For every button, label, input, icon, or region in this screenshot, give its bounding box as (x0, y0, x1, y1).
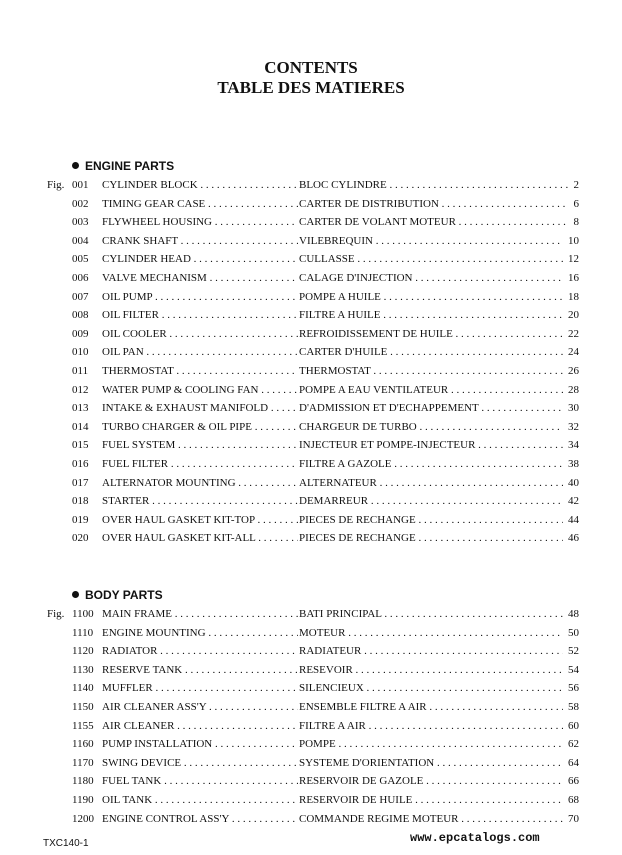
toc-page: 30 (563, 401, 579, 415)
toc-row (0, 812, 622, 830)
toc-row (0, 626, 622, 644)
toc-page: 2 (568, 178, 579, 192)
toc-page: 16 (563, 271, 579, 285)
toc-en: OVER HAUL GASKET KIT-TOP . . . (102, 513, 298, 527)
toc-fr: D'ADMISSION ET D'ECHAPPEMENT . . . (299, 401, 573, 415)
toc-page: 8 (568, 215, 579, 229)
toc-code: 009 (72, 327, 89, 340)
toc-row (0, 234, 622, 252)
toc-fr: RESEVOIR . . . (299, 663, 573, 677)
toc-page: 58 (563, 700, 579, 714)
toc-code: 008 (72, 309, 89, 322)
toc-en: CRANK SHAFT . . . (102, 234, 298, 248)
toc-row (0, 531, 622, 549)
toc-en: OIL COOLER . . . (102, 327, 298, 341)
toc-page: 40 (563, 476, 579, 490)
toc-fr: VILEBREQUIN . . . (299, 234, 573, 248)
toc-row (0, 513, 622, 531)
toc-code: 1150 (72, 701, 94, 713)
toc-en: ENGINE CONTROL ASS'Y . . . (102, 812, 298, 826)
toc-row (0, 774, 622, 792)
toc-en: FUEL FILTER . . . (102, 457, 298, 471)
toc-en: CYLINDER BLOCK . . . (102, 178, 298, 192)
toc-code: 1110 (72, 626, 94, 639)
toc-fr: CULLASSE . . . (299, 252, 573, 266)
toc-row (0, 383, 622, 401)
bullet-icon (72, 591, 79, 598)
toc-page: 34 (563, 438, 579, 452)
toc-fr: DEMARREUR . . . (299, 494, 573, 508)
toc-fr: SYSTEME D'ORIENTATION . . . (299, 756, 573, 770)
toc-page: 50 (563, 626, 579, 640)
toc-code: 010 (72, 346, 89, 359)
toc-fr: BATI PRINCIPAL . . . (299, 607, 573, 621)
toc-code: 006 (72, 272, 89, 284)
toc-page: 56 (563, 681, 579, 695)
toc-fr: RADIATEUR . . . (299, 644, 573, 658)
toc-row (0, 345, 622, 363)
toc-code: 1190 (72, 794, 94, 806)
toc-code: 012 (72, 383, 89, 396)
toc-fr: POMPE A EAU VENTILATEUR . . . (299, 383, 573, 397)
toc-code: 014 (72, 420, 89, 433)
toc-en: FLYWHEEL HOUSING . . . (102, 215, 298, 229)
toc-row (0, 644, 622, 662)
toc-code: 001 (72, 179, 89, 191)
toc-page: 10 (563, 234, 579, 248)
toc-code: 1100 (72, 608, 94, 620)
toc-row (0, 793, 622, 811)
toc-page: 52 (563, 644, 579, 658)
toc-code: 1140 (72, 682, 94, 695)
toc-row (0, 364, 622, 382)
toc-fr: FILTRE A HUILE . . . (299, 308, 573, 322)
toc-fr: CARTER D'HUILE . . . (299, 345, 573, 359)
toc-row (0, 756, 622, 774)
toc-page: 60 (563, 719, 579, 733)
toc-fr: CHARGEUR DE TURBO . . . (299, 420, 573, 434)
toc-code: 004 (72, 234, 89, 247)
toc-fr: REFROIDISSEMENT DE HUILE . . . (299, 327, 573, 341)
toc-en: TIMING GEAR CASE . . . (102, 197, 298, 211)
toc-page: 46 (563, 531, 579, 545)
toc-fr: MOTEUR . . . (299, 626, 573, 640)
toc-page: 18 (563, 290, 579, 304)
toc-code: 002 (72, 197, 89, 210)
toc-fr: INJECTEUR ET POMPE-INJECTEUR . . . (299, 438, 573, 452)
toc-en: SWING DEVICE . . . (102, 756, 298, 770)
toc-en: FUEL SYSTEM . . . (102, 438, 298, 452)
toc-row (0, 737, 622, 755)
body-parts-heading-label: BODY PARTS (85, 588, 163, 602)
toc-fr: THERMOSTAT . . . (299, 364, 573, 378)
toc-row (0, 607, 622, 625)
toc-fr: SILENCIEUX . . . (299, 681, 573, 695)
toc-en: FUEL TANK . . . (102, 774, 298, 788)
toc-row (0, 719, 622, 737)
toc-code: 1160 (72, 738, 94, 751)
toc-en: RADIATOR . . . (102, 644, 298, 658)
toc-en: THERMOSTAT . . . (102, 364, 298, 378)
toc-code: 013 (72, 402, 89, 415)
toc-code: 015 (72, 439, 89, 452)
toc-en: MAIN FRAME . . . (102, 607, 298, 621)
toc-page: 6 (568, 197, 579, 211)
toc-en: OIL TANK . . . (102, 793, 298, 807)
toc-page: 20 (563, 308, 579, 322)
toc-code: 018 (72, 495, 89, 508)
toc-code: 003 (72, 216, 89, 229)
toc-en: OVER HAUL GASKET KIT-ALL . . . (102, 531, 298, 545)
bullet-icon (72, 162, 79, 169)
toc-row (0, 197, 622, 215)
toc-fr: POMPE A HUILE . . . (299, 290, 573, 304)
toc-row (0, 663, 622, 681)
toc-code: 1200 (72, 812, 94, 825)
toc-page: 64 (563, 756, 579, 770)
toc-en: WATER PUMP & COOLING FAN . . . (102, 383, 298, 397)
page-title: CONTENTS (264, 58, 358, 77)
toc-page: 32 (563, 420, 579, 434)
toc-en: STARTER . . . (102, 494, 298, 508)
toc-fr: CARTER DE DISTRIBUTION . . . (299, 197, 573, 211)
toc-en: AIR CLEANER ASS'Y . . . (102, 700, 298, 714)
toc-fr: BLOC CYLINDRE . . . (299, 178, 573, 192)
toc-code: 020 (72, 532, 89, 545)
toc-page: 24 (563, 345, 579, 359)
toc-en: OIL PUMP . . . (102, 290, 298, 304)
toc-en: OIL FILTER . . . (102, 308, 298, 322)
toc-en: TURBO CHARGER & OIL PIPE . . . (102, 420, 298, 434)
toc-row (0, 438, 622, 456)
toc-en: ALTERNATOR MOUNTING . . . (102, 476, 298, 490)
toc-code: 011 (72, 365, 89, 377)
watermark-logo: www.epcatalogs.com (410, 831, 540, 845)
toc-code: 016 (72, 458, 89, 470)
engine-parts-heading-label: ENGINE PARTS (85, 159, 175, 173)
toc-en: VALVE MECHANISM . . . (102, 271, 298, 285)
toc-fr: RESERVOIR DE HUILE . . . (299, 793, 573, 807)
toc-en: CYLINDER HEAD . . . (102, 252, 298, 266)
toc-fr: RESERVOIR DE GAZOLE . . . (299, 774, 573, 788)
toc-row (0, 308, 622, 326)
toc-code: 007 (72, 290, 89, 303)
toc-en: RESERVE TANK . . . (102, 663, 298, 677)
toc-row (0, 178, 622, 196)
toc-page: 12 (563, 252, 579, 266)
toc-fr: FILTRE A AIR . . . (299, 719, 573, 733)
toc-page: 44 (563, 513, 579, 527)
toc-en: MUFFLER . . . (102, 681, 298, 695)
toc-fr: FILTRE A GAZOLE . . . (299, 457, 573, 471)
toc-code: 017 (72, 476, 89, 489)
toc-page: 26 (563, 364, 579, 378)
document-code: TXC140-1 (43, 838, 89, 849)
toc-fr: ALTERNATEUR . . . (299, 476, 573, 490)
toc-page: 66 (563, 774, 579, 788)
toc-page: 62 (563, 737, 579, 751)
toc-en: PUMP INSTALLATION . . . (102, 737, 298, 751)
page-subtitle: TABLE DES MATIERES (217, 78, 405, 97)
toc-en: ENGINE MOUNTING . . . (102, 626, 298, 640)
toc-fr: CALAGE D'INJECTION . . . (299, 271, 573, 285)
toc-code: 1130 (72, 663, 94, 676)
toc-fr: PIECES DE RECHANGE . . . (299, 531, 573, 545)
toc-en: AIR CLEANER . . . (102, 719, 298, 733)
toc-fr: PIECES DE RECHANGE . . . (299, 513, 573, 527)
toc-row (0, 271, 622, 289)
toc-row (0, 420, 622, 438)
toc-row (0, 457, 622, 475)
toc-code: 1180 (72, 775, 94, 788)
toc-code: 1155 (72, 719, 94, 732)
toc-code: 005 (72, 253, 89, 266)
toc-page: 68 (563, 793, 579, 807)
toc-row (0, 476, 622, 494)
toc-row (0, 681, 622, 699)
toc-fr: CARTER DE VOLANT MOTEUR . . . (299, 215, 573, 229)
toc-page: 38 (563, 457, 579, 471)
toc-row (0, 252, 622, 270)
toc-page: 70 (563, 812, 579, 826)
toc-fr: ENSEMBLE FILTRE A AIR . . . (299, 700, 573, 714)
toc-en: INTAKE & EXHAUST MANIFOLD . . . (102, 401, 298, 415)
toc-fr: POMPE . . . (299, 737, 573, 751)
toc-page: 42 (563, 494, 579, 508)
toc-row (0, 700, 622, 718)
toc-page: 28 (563, 383, 579, 397)
toc-en: OIL PAN . . . (102, 345, 298, 359)
toc-row (0, 290, 622, 308)
toc-row (0, 401, 622, 419)
toc-code: 1120 (72, 645, 94, 658)
toc-page: 22 (563, 327, 579, 341)
toc-fr: COMMANDE REGIME MOTEUR . . . (299, 812, 573, 826)
toc-page: 54 (563, 663, 579, 677)
engine-parts-heading (72, 159, 174, 173)
toc-code: 019 (72, 513, 89, 526)
fig-label: Fig. (47, 179, 65, 191)
toc-row (0, 215, 622, 233)
toc-page: 48 (563, 607, 579, 621)
toc-row (0, 494, 622, 512)
toc-code: 1170 (72, 756, 94, 769)
toc-row (0, 327, 622, 345)
fig-label: Fig. (47, 608, 65, 620)
body-parts-heading (72, 588, 163, 602)
